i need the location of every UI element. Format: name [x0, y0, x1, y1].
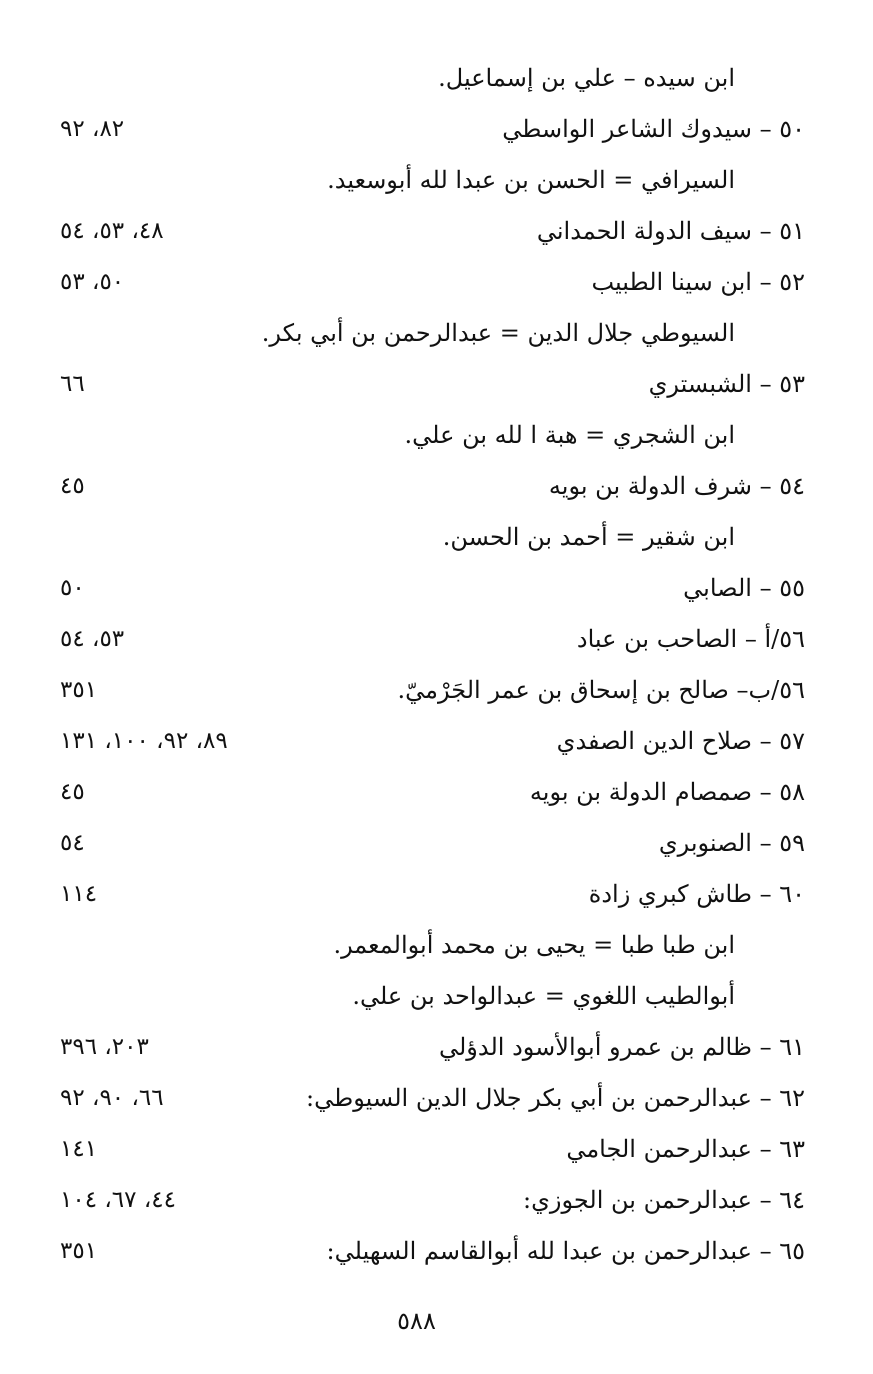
index-entry-row — [50, 109, 805, 149]
index-entry-row — [50, 1078, 805, 1118]
cross-reference-row — [50, 976, 805, 1016]
cross-reference-row — [50, 313, 805, 353]
cross-reference-text: ابن طبا طبا = يحيى بن محمد أبوالمعمر. — [333, 931, 735, 959]
cross-reference-row — [50, 517, 805, 557]
page-number: ٥٨٨ — [397, 1307, 436, 1335]
entry-page-refs: ٨٩، ٩٢، ١٠٠، ١٣١ — [60, 728, 228, 754]
cross-reference-text: ابن سيده – علي بن إسماعيل. — [438, 64, 735, 92]
index-entry-row — [50, 874, 805, 914]
entry-name: ٥٠ – سيدوك الشاعر الواسطي — [502, 115, 805, 143]
index-entry-row — [50, 466, 805, 506]
entry-page-refs: ٣٥١ — [60, 677, 98, 703]
entry-name: ٥٦/أ – الصاحب بن عباد — [576, 625, 805, 653]
entry-name: ٥٨ – صمصام الدولة بن بويه — [529, 778, 805, 806]
entry-page-refs: ٤٥ — [60, 779, 85, 805]
cross-reference-row — [50, 58, 805, 98]
index-entry-row — [50, 670, 805, 710]
index-entry-row — [50, 364, 805, 404]
entry-page-refs: ٤٨، ٥٣، ٥٤ — [60, 218, 164, 244]
entry-name: ٦٢ – عبدالرحمن بن أبي بكر جلال الدين السيوطي: — [306, 1084, 805, 1112]
entry-name: ٦٥ – عبدالرحمن بن عبدا لله أبوالقاسم السهيلي: — [326, 1237, 805, 1265]
entry-name: ٦١ – ظالم بن عمرو أبوالأسود الدؤلي — [438, 1033, 805, 1061]
entry-page-refs: ٣٥١ — [60, 1238, 98, 1264]
index-entry-row — [50, 1231, 805, 1271]
index-entry-row — [50, 772, 805, 812]
entry-page-refs: ٤٥ — [60, 473, 85, 499]
entry-name: ٦٠ – طاش كبري زادة — [588, 880, 805, 908]
entry-page-refs: ٥٤ — [60, 830, 85, 856]
entry-name: ٥٥ – الصابي — [683, 574, 805, 602]
cross-reference-row — [50, 925, 805, 965]
index-entry-row — [50, 568, 805, 608]
entry-name: ٦٣ – عبدالرحمن الجامي — [566, 1135, 805, 1163]
cross-reference-text: ابن الشجري = هبة ا لله بن علي. — [404, 421, 735, 449]
entry-name: ٥٤ – شرف الدولة بن بويه — [548, 472, 805, 500]
entry-name: ٥٦/ب– صالح بن إسحاق بن عمر الجَرْميّ. — [397, 676, 805, 704]
entry-page-refs: ٥٠، ٥٣ — [60, 269, 125, 295]
cross-reference-text: السيوطي جلال الدين = عبدالرحمن بن أبي بكر. — [261, 319, 735, 347]
cross-reference-row — [50, 160, 805, 200]
cross-reference-text: السيرافي = الحسن بن عبدا لله أبوسعيد. — [327, 166, 735, 194]
entry-page-refs: ١١٤ — [60, 881, 98, 907]
entry-page-refs: ٥٠ — [60, 575, 85, 601]
index-entry-row — [50, 1129, 805, 1169]
entry-name: ٦٤ – عبدالرحمن بن الجوزي: — [523, 1186, 805, 1214]
entry-page-refs: ٦٦ — [60, 371, 85, 397]
index-entry-row — [50, 1027, 805, 1067]
cross-reference-row — [50, 415, 805, 455]
entry-name: ٥١ – سيف الدولة الحمداني — [536, 217, 805, 245]
entry-name: ٥٣ – الشبستري — [648, 370, 805, 398]
index-entry-row — [50, 823, 805, 863]
index-entry-row — [50, 721, 805, 761]
entry-page-refs: ٤٤، ٦٧، ١٠٤ — [60, 1187, 176, 1213]
cross-reference-text: أبوالطيب اللغوي = عبدالواحد بن علي. — [352, 982, 735, 1010]
index-entry-row — [50, 262, 805, 302]
index-entry-row — [50, 1180, 805, 1220]
entry-page-refs: ٢٠٣، ٣٩٦ — [60, 1034, 149, 1060]
entry-page-refs: ٥٣، ٥٤ — [60, 626, 125, 652]
entry-page-refs: ٨٢، ٩٢ — [60, 116, 125, 142]
index-entry-row — [50, 619, 805, 659]
index-entry-row — [50, 211, 805, 251]
entry-name: ٥٧ – صلاح الدين الصفدي — [556, 727, 805, 755]
entry-name: ٥٩ – الصنوبري — [658, 829, 805, 857]
cross-reference-text: ابن شقير = أحمد بن الحسن. — [442, 523, 735, 551]
entry-page-refs: ٦٦، ٩٠، ٩٢ — [60, 1085, 164, 1111]
entry-name: ٥٢ – ابن سينا الطبيب — [591, 268, 805, 296]
entry-page-refs: ١٤١ — [60, 1136, 98, 1162]
